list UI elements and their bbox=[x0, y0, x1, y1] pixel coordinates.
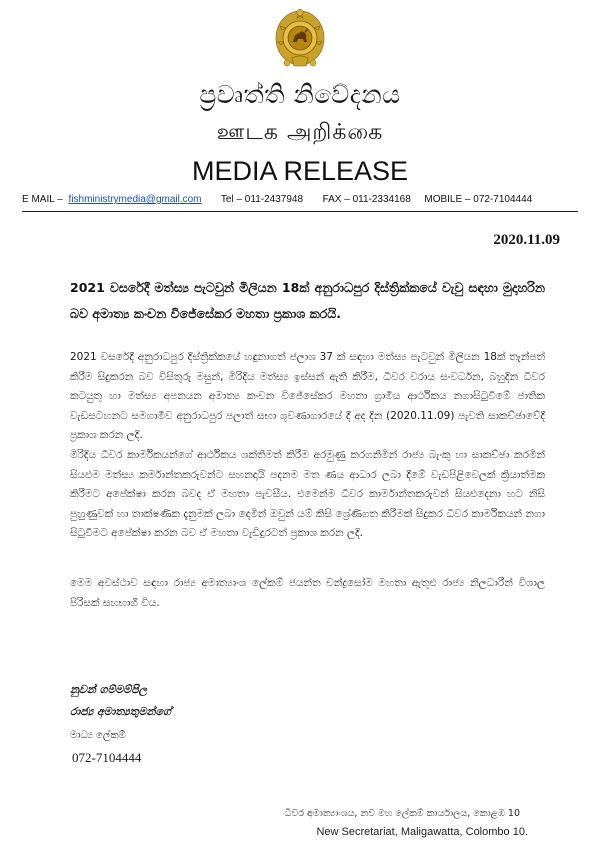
title-english: MEDIA RELEASE bbox=[191, 156, 409, 186]
signatory-phone: 072-7104444 bbox=[72, 750, 142, 765]
email-link[interactable]: fishministrymedia@gmail.com bbox=[68, 194, 202, 205]
email-label: E MAIL – bbox=[22, 194, 63, 205]
body-paragraph-2: මිරිදිය ධීවර කාර්මිකයන්ගේ ආර්ථිකය ශක්තිමත් කිරීම අරමුණු කරගනිමින් රාජ්‍ය බැංකු හා සාකච්ඡා කරමින් සියළුම මත්ස්‍ය කර්මාන්තකරුවන්ට සහනදායි පදනම මත ණය ආධාර ලබා දීමේ වැඩපිළිවෙලක් ක්‍රියාත්මක කිරීමට අපේක්ෂා කරන බවද ඒ මහතා පැවසීය. එමෙන්ම ධීවර කාර්මාන්තකරුවන් සියළුදෙනා හට නිසි පුහුණුවක් හා තාක්ෂණික දැනුමක් ලබා දෙමින් ඔවුන් යම් කිසි ශ්‍රේණිගත කිරීමක් සිදුකර ධීවර කාර්මිකයන් නගා සිටුවීමට අපේක්ෂා කරන බව ඒ මහතා වැඩිදුරටත් ප්‍රකාශ කරන ලදි. bbox=[70, 449, 545, 539]
body-paragraph-3: මෙම අවස්ථාව සඳහා රාජ්‍ය අමාත්‍යාංශ ලේකම් ජයන්ත චන්ද්‍රසෝම මහතා ඇතුළු රාජ්‍ය නිලධාරීන් විශාල පිරිසක් සහභාගී විය. bbox=[70, 577, 545, 609]
footer-address-sinhala: ධීවර අමාත්‍යාංශය, නව මහ ලේකම් කාර්යාලය, කොළඹ 10 bbox=[284, 808, 520, 819]
footer-address-english: New Secretariat, Maligawatta, Colombo 10. bbox=[316, 826, 528, 838]
signatory-office: රාජ්‍ය අමාත්‍යතුමන්ගේ bbox=[70, 705, 171, 718]
title-sinhala: ප්‍රවෘත්ති නිවේදනය bbox=[199, 80, 401, 109]
body-paragraph-1: 2021 වසරේදී අනුරාධපුර දිස්ත්‍රික්කයේ හඳුනාගත් ජලාශ 37 ක් සඳහා මත්ස්‍ය පැටවුන් මිලියන 18ක් තැන්පත් කිරීම සිදුකරන බව විසිතුරු මසුන්, මිරිදිය මත්ස්‍ය ඉස්සන් ඇති කිරීම, ධීවර වරාය සංවර්ධන, බහුදින ධීවර කටයුතු හා මත්ස්‍ය අපනයන අමාත්‍ය කංචන විජේසේකර මහතා ග්‍රාමීය ආර්ථිකය නගාසිටුවීමේ ජාතික වැඩසටහනට සමගාමීව අනුරාධපුර පලාත් සභා ශුවණාගාරයේ දී අද දින (2020.11.09) පැවති සාකච්ඡාවේදී ප්‍රකාශ කරන ලදි. bbox=[70, 351, 545, 441]
signatory-role: මාධ්‍ය ලේකම් bbox=[70, 730, 126, 741]
mobile-number: MOBILE – 072-7104444 bbox=[424, 194, 533, 205]
telephone-number: Tel – 011-2437948 bbox=[220, 194, 304, 205]
contact-bar bbox=[22, 194, 578, 205]
fax-number: FAX – 011-2334168 bbox=[322, 194, 411, 205]
headline: 2021 වසරේදී මත්ස්‍ය පැටවුන් මිලියන 18ක් අනුරාධපුර දිස්ත්‍රික්කයේ වැවු සඳහා මුදාහරින බව අමාත්‍ය කංචන විජේසේකර මහතා ප්‍රකාශ කරයි. bbox=[70, 280, 545, 321]
sri-lanka-emblem-icon bbox=[272, 8, 328, 72]
release-date: 2020.11.09 bbox=[493, 232, 560, 248]
signatory-name: නුවන් ගම්මම්පිල bbox=[70, 683, 148, 696]
title-tamil: ஊடக அறிக்கை bbox=[216, 120, 384, 145]
header-divider bbox=[22, 211, 578, 212]
government-emblem bbox=[272, 8, 328, 72]
